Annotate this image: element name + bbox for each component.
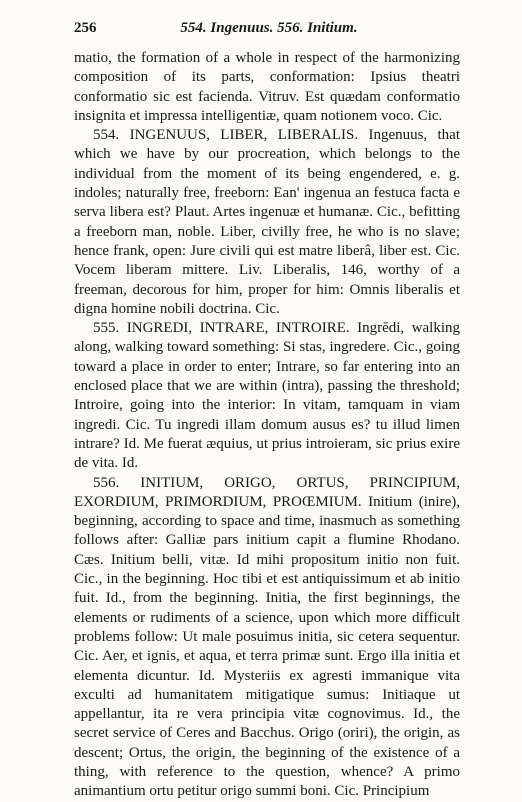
page-body [74,49,460,802]
page-number: 256 [74,20,97,36]
entry-555: 555. INGREDI, INTRARE, INTROIRE. Ingrĕdi, walking along, walking toward something: Si stas, ingredere. Cic., going toward a place in order to enter; Intrare, so far entering into an enclosed place that we are within (intra), passing the threshold; Introire, going into the interior: In vitam, tamquam in viam ingredi. Cic. Tu ingredi illam domum ausus es? tu illud limen intrare? Id. Me fuerat æquius, ut prius introieram, sic prius exire de vita. Id. [74,320,460,472]
entry-556: 556. INITIUM, ORIGO, ORTUS, PRINCIPIUM, EXORDIUM, PRIMORDIUM, PROŒMIUM. Initium (inire), beginning, according to space and time, inasmuch as something follows after: Galliæ pars initium capit a flumine Rhodano. Cæs. Initium belli, vitæ. Id mihi propositum initio non fuit. Cic., in the beginning. Hoc tibi et est antiquissimum et ab initio fuit. Id., from the beginning. Initia, the first beginnings, the elements or rudiments of a science, upon which more difficult problems follow: Ut male posuimus initia, sic cetera sequentur. Cic. Aer, et ignis, et aqua, et terra primæ sunt. Ergo illa initia et elementa dicuntur. Id. Mysteriis ex agresti immanique vita exculti ad humanitatem mitigatique sumus: Initiaque ut appellantur, ita re vera principia vitæ cognovimus. Id., the secret service of Ceres and Bacchus. Origo (oriri), the origin, as descent; Ortus, the origin, the beginning of the existence of a thing, with reference to the question, whence? A primo animantium ortu petitur origo summi boni. Cic. Principium [74,474,460,800]
running-header [74,20,464,40]
running-title: 554. Ingenuus. 556. Initium. [180,20,358,36]
paragraph-continuation: matio, the formation of a whole in respect of the harmonizing composition of its parts, conformation: Ipsius theatri conformatio sic est facienda. Vitruv. Est quædam conformatio insignita et impressa intelligentiæ, quam notionem voco. Cic. [74,50,460,124]
entry-554: 554. INGENUUS, LIBER, LIBERALIS. Ingenuus, that which we have by our procreation, which belongs to the individual from the moment of its being engendered, e. g. indoles; naturally free, freeborn: Ean' ingenua an festuca facta e serva libera est? Plaut. Artes ingenuæ et humanæ. Cic., befitting a freeborn man, noble. Liber, civilly free, he who is no slave; hence frank, open: Jure civili qui est matre liberâ, liber est. Cic. Vocem liberam mittere. Liv. Liberalis, 146, worthy of a freeman, decorous for him, proper for him: Omnis liberalis et digna homine nobili doctrina. Cic. [74,127,460,317]
